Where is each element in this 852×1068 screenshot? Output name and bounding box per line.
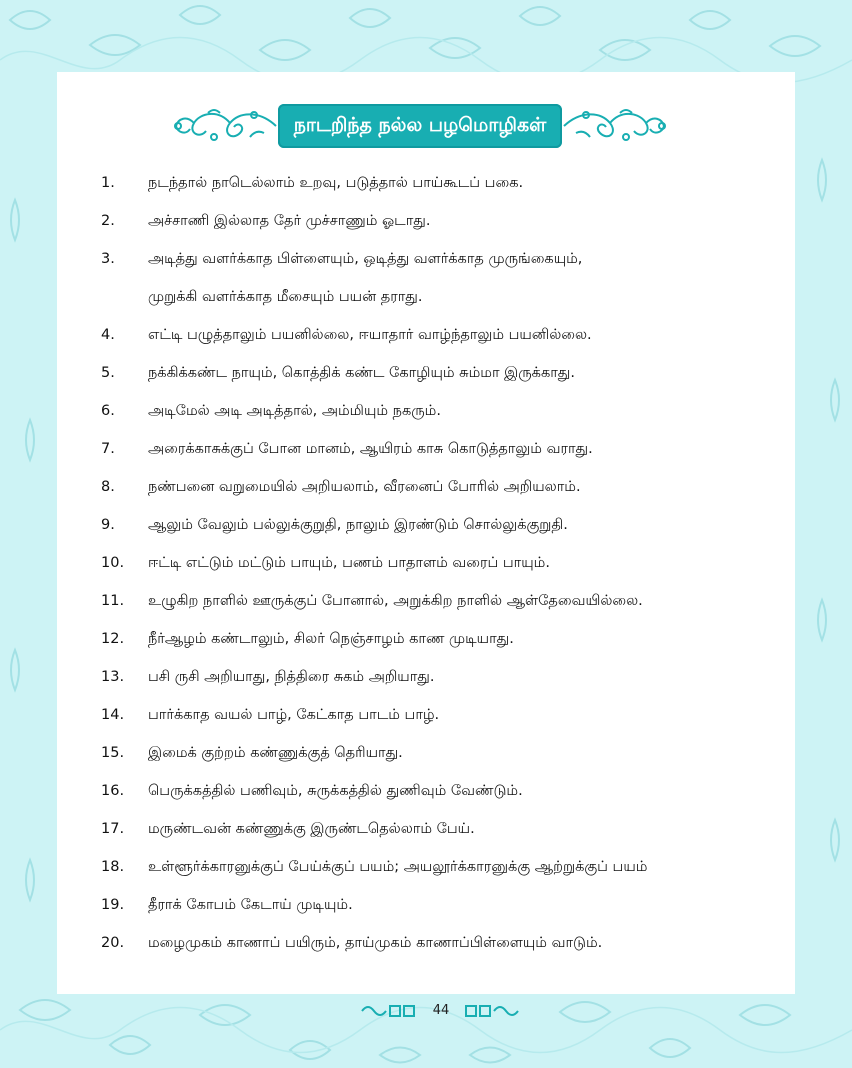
proverb-text: முறுக்கி வளர்க்காத மீசையும் பயன் தராது. [148,289,423,305]
proverb-number: 6. [101,403,115,419]
proverb-text: தீராக் கோபம் கேடாய் முடியும். [148,897,353,913]
proverb-text: மருண்டவன் கண்ணுக்கு இருண்டதெல்லாம் பேய். [148,821,475,837]
proverb-number: 12. [101,631,125,647]
footer-right-ornament-icon [460,1003,520,1019]
proverb-number: 18. [101,859,125,875]
proverb-number: 15. [101,745,125,761]
proverb-text: அச்சாணி இல்லாத தேர் முச்சாணும் ஓடாது. [148,213,431,229]
page-number: 44 [432,1003,450,1018]
proverb-number: 7. [101,441,115,457]
proverb-text: பார்க்காத வயல் பாழ், கேட்காத பாடம் பாழ். [148,707,440,723]
proverb-number: 13. [101,669,125,685]
title-banner [170,101,670,151]
proverb-text: நக்கிக்கண்ட நாயும், கொத்திக் கண்ட கோழியும் சும்மா இருக்காது. [148,365,575,381]
proverb-text: நண்பனை வறுமையில் அறியலாம், வீரனைப் போரில் அறியலாம். [148,479,581,495]
proverb-number: 19. [101,897,125,913]
proverb-number: 17. [101,821,125,837]
proverb-text: உள்ளூர்க்காரனுக்குப் பேய்க்குப் பயம்; அயலூர்க்காரனுக்கு ஆற்றுக்குப் பயம் [148,859,648,875]
proverb-text: ஈட்டி எட்டும் மட்டும் பாயும், பணம் பாதாளம் வரைப் பாயும். [148,555,550,571]
title-box [278,104,562,148]
proverb-number: 16. [101,783,125,799]
left-flourish-icon [170,101,278,151]
proverb-number: 4. [101,327,115,343]
proverb-text: இமைக் குற்றம் கண்ணுக்குத் தெரியாது. [148,745,403,761]
proverb-number: 14. [101,707,125,723]
right-flourish-icon [562,101,670,151]
proverb-text: பசி ருசி அறியாது, நித்திரை சுகம் அறியாது. [148,669,435,685]
proverb-number: 3. [101,251,115,267]
proverb-number: 11. [101,593,125,609]
proverb-number: 8. [101,479,115,495]
page-title: நாடறிந்த நல்ல பழமொழிகள் [293,113,547,136]
proverb-number: 5. [101,365,115,381]
proverb-text: நீர்ஆழம் கண்டாலும், சிலர் நெஞ்சாழம் காண முடியாது. [148,631,514,647]
proverb-text: பெருக்கத்தில் பணிவும், சுருக்கத்தில் துணிவும் வேண்டும். [148,783,523,799]
proverb-number: 9. [101,517,115,533]
proverb-text: உழுகிற நாளில் ஊருக்குப் போனால், அறுக்கிற நாளில் ஆள்தேவையில்லை. [148,593,643,609]
proverb-text: மழைமுகம் காணாப் பயிரும், தாய்முகம் காணாப்பிள்ளையும் வாடும். [148,935,603,951]
proverb-text: எட்டி பழுத்தாலும் பயனில்லை, ஈயாதார் வாழ்ந்தாலும் பயனில்லை. [148,327,592,343]
proverb-text: அடிமேல் அடி அடித்தால், அம்மியும் நகரும். [148,403,441,419]
page-footer [360,1001,520,1021]
proverb-number: 1. [101,175,115,191]
proverb-text: அடித்து வளர்க்காத பிள்ளையும், ஒடித்து வளர்க்காத முருங்கையும், [148,251,583,267]
proverb-number: 20. [101,935,125,951]
proverb-text: நடந்தால் நாடெல்லாம் உறவு, படுத்தால் பாய்கூடப் பகை. [148,175,524,191]
proverb-text: ஆலும் வேலும் பல்லுக்குறுதி, நாலும் இரண்டும் சொல்லுக்குறுதி. [148,517,568,533]
proverb-number: 10. [101,555,125,571]
proverb-number: 2. [101,213,115,229]
proverb-text: அரைக்காசுக்குப் போன மானம், ஆயிரம் காசு கொடுத்தாலும் வராது. [148,441,593,457]
footer-left-ornament-icon [360,1003,420,1019]
